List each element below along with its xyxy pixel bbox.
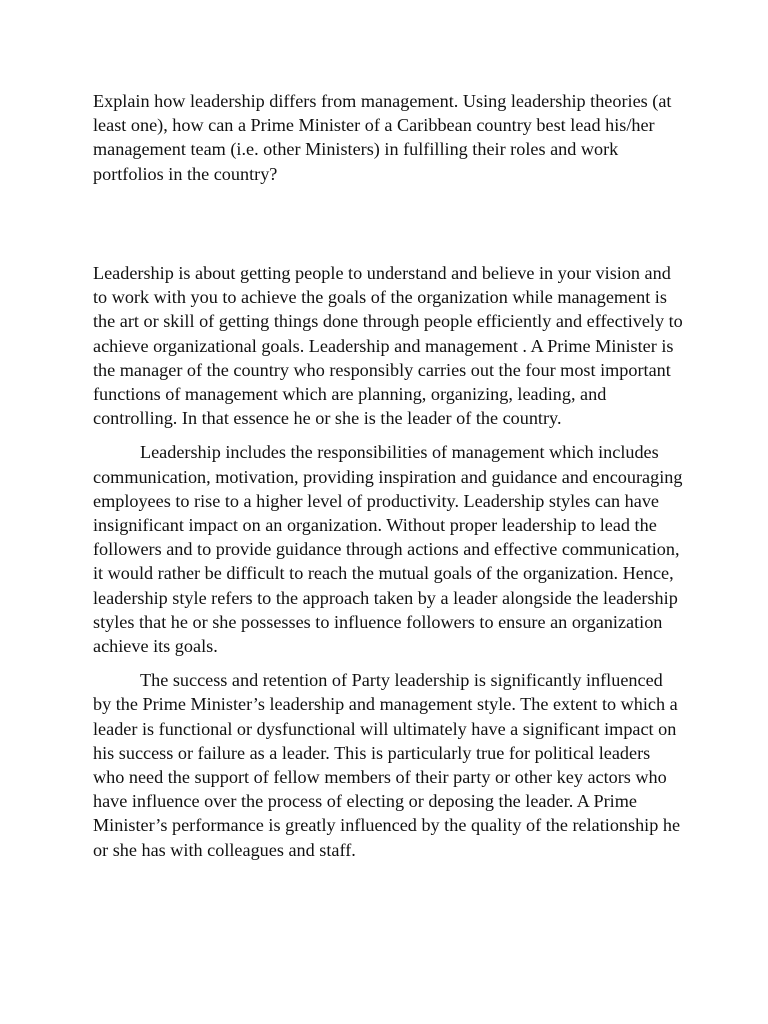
answer-paragraph-3: The success and retention of Party leadership is significantly influenced by the Prime Minister’s leadership and management style. The extent to which a leader is functional or dysfunctional will ultimately have a significant impact on his success or failure as a leader. This is particularly true for political leaders who need the support of fellow members of their party or other key actors who have influence over the process of electing or deposing the leader. A Prime Minister’s performance is greatly influenced by the quality of the relationship he or she has with colleagues and staff. bbox=[93, 670, 681, 860]
question-paragraph: Explain how leadership differs from management. Using leadership theories (at least one), how can a Prime Minister of a Caribbean country best lead his/her management team (i.e. other Ministers) in fulfilling their roles and work portfolios in the country? bbox=[93, 91, 672, 184]
answer-paragraph-1: Leadership is about getting people to understand and believe in your vision and to work with you to achieve the goals of the organization while management is the art or skill of getting things done through people efficiently and effectively to achieve organizational goals. Leadership and management . A Prime Minister is the manager of the country who responsibly carries out the four most important functions of management which are planning, organizing, leading, and controlling. In that essence he or she is the leader of the country. bbox=[93, 263, 683, 429]
answer-paragraph-2: Leadership includes the responsibilities of management which includes communication, motivation, providing inspiration and guidance and encouraging employees to rise to a higher level of productivity. Leadership styles can have insignificant impact on an organization. Without proper leadership to lead the followers and to provide guidance through actions and effective communication, it would rather be difficult to reach the mutual goals of the organization. Hence, leadership style refers to the approach taken by a leader alongside the leadership styles that he or she possesses to influence followers to ensure an organization achieve its goals. bbox=[93, 442, 683, 657]
answer-body bbox=[93, 261, 683, 872]
